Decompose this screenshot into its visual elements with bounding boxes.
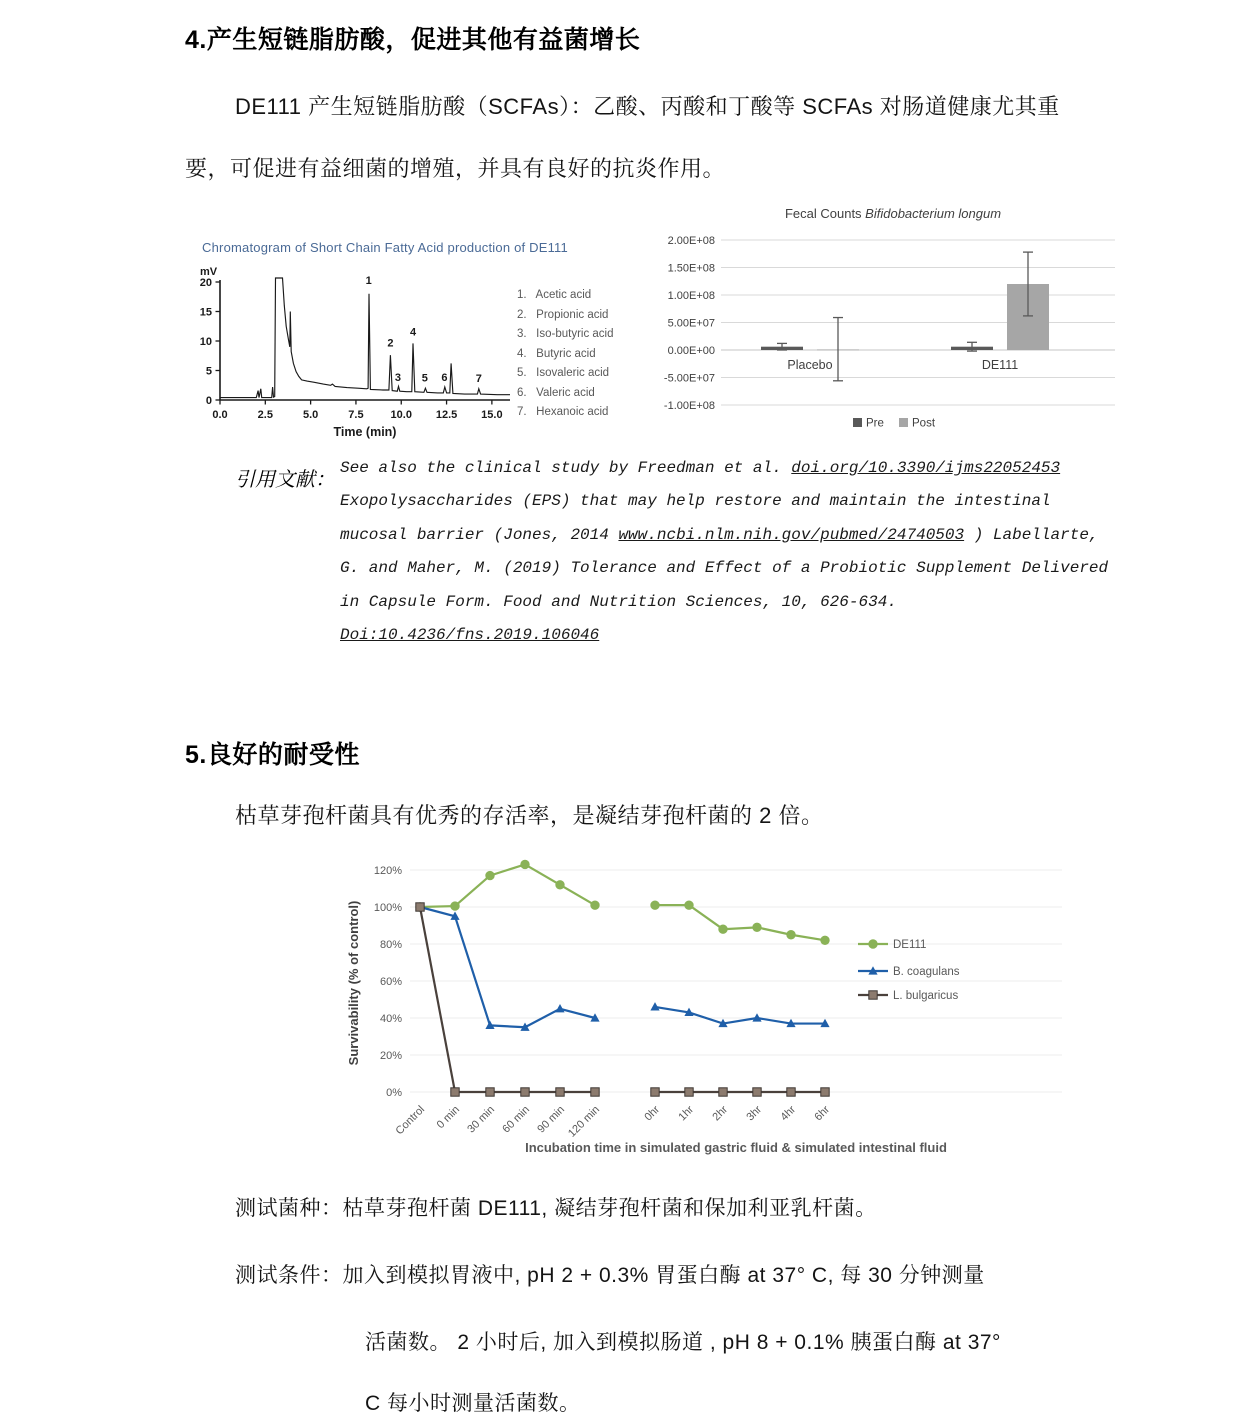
svg-text:40%: 40%	[379, 1013, 402, 1025]
citation-line	[340, 626, 1140, 659]
svg-text:100%: 100%	[373, 902, 402, 914]
section4-heading: 4.产生短链脂肪酸，促进其他有益菌增长	[185, 26, 641, 54]
svg-text:2.00E+08: 2.00E+08	[667, 235, 715, 247]
svg-text:90 min: 90 min	[535, 1103, 568, 1136]
svg-text:1.50E+08: 1.50E+08	[667, 262, 715, 275]
test-conditions-note-line3: C 每小时测量活菌数。	[365, 1392, 581, 1415]
svg-text:2: 2	[387, 337, 394, 350]
citation-segment: mucosal barrier (Jones, 2014	[340, 525, 619, 544]
svg-text:20: 20	[199, 277, 212, 289]
citation-segment: ) Labellarte,	[964, 525, 1099, 544]
scfa-legend-item: 7. Hexanoic acid	[517, 406, 609, 418]
citation-line	[340, 492, 1140, 525]
scfa-legend-item: 6. Valeric acid	[517, 386, 595, 399]
chromatogram-title: Chromatogram of Short Chain Fatty Acid production of DE111	[202, 240, 568, 255]
svg-text:Post: Post	[912, 417, 936, 430]
svg-text:6hr: 6hr	[812, 1103, 833, 1124]
citation-link[interactable]: doi.org/10.3390/ijms22052453	[791, 459, 1061, 477]
scfa-legend-item: 5. Isovaleric acid	[517, 367, 610, 379]
svg-text:1: 1	[365, 275, 372, 288]
citation-text	[340, 459, 1140, 659]
svg-text:6: 6	[441, 371, 448, 384]
fecal-counts-plot	[653, 222, 1120, 446]
svg-text:120 min: 120 min	[565, 1103, 603, 1140]
svg-text:3hr: 3hr	[744, 1103, 765, 1124]
svg-text:Placebo: Placebo	[787, 358, 833, 372]
svg-text:1.00E+08: 1.00E+08	[667, 290, 715, 302]
chromatogram-chart	[195, 240, 640, 445]
citation-segment: Exopolysaccharides (EPS) that may help restore and maintain the intestinal	[340, 492, 1051, 511]
svg-text:15.0: 15.0	[481, 409, 503, 421]
svg-text:Survivability (% of control): Survivability (% of control)	[346, 900, 361, 1066]
section4-paragraph-line2: 要，可促进有益细菌的增殖，并具有良好的抗炎作用。	[185, 156, 726, 181]
citation-segment: See also the clinical study by Freedman et al.	[340, 459, 792, 477]
fecal-counts-title-species: Bifidobacterium longum	[865, 206, 1002, 221]
section5-heading: 5.良好的耐受性	[185, 741, 360, 769]
svg-text:30 min: 30 min	[465, 1103, 498, 1136]
svg-text:Control: Control	[393, 1103, 428, 1138]
svg-text:B. coagulans: B. coagulans	[893, 966, 960, 978]
section5-paragraph: 枯草芽孢杆菌具有优秀的存活率，是凝结芽孢杆菌的 2 倍。	[235, 803, 824, 828]
svg-text:1hr: 1hr	[676, 1103, 697, 1124]
citation-label: 引用文献：	[235, 469, 335, 491]
test-conditions-note-line1: 测试条件：加入到模拟胃液中, pH 2 + 0.3% 胃蛋白酶 at 37° C, 每 30 分钟测量	[235, 1264, 985, 1287]
fecal-counts-chart	[653, 206, 1120, 446]
svg-text:0 min: 0 min	[434, 1103, 463, 1132]
citation-link[interactable]: Doi:10.4236/fns.2019.106046	[340, 625, 600, 644]
svg-text:4: 4	[409, 326, 417, 339]
test-species-note: 测试菌种：枯草芽孢杆菌 DE111, 凝结芽孢杆菌和保加利亚乳杆菌。	[235, 1197, 877, 1220]
svg-text:0%: 0%	[386, 1087, 402, 1099]
svg-text:60 min: 60 min	[500, 1103, 533, 1136]
svg-text:60%: 60%	[379, 976, 402, 988]
svg-text:5.00E+07: 5.00E+07	[667, 317, 715, 330]
svg-text:80%: 80%	[379, 939, 402, 951]
svg-text:20%: 20%	[379, 1050, 402, 1062]
svg-text:DE111: DE111	[893, 939, 927, 951]
citation-line	[340, 459, 1140, 492]
svg-text:mV: mV	[200, 266, 218, 278]
scfa-legend-item: 4. Butyric acid	[517, 347, 596, 360]
test-conditions-note-line2: 活菌数。 2 小时后, 加入到模拟肠道 , pH 8 + 0.1% 胰蛋白酶 at 37°	[365, 1331, 1001, 1354]
scfa-legend-item: 3. Iso-butyric acid	[517, 328, 614, 340]
citation-segment: G. and Maher, M. (2019) Tolerance and Effect of a Probiotic Supplement Delivered	[340, 559, 1109, 578]
svg-text:5: 5	[205, 365, 212, 378]
svg-text:0hr: 0hr	[642, 1103, 663, 1124]
svg-text:5.0: 5.0	[302, 409, 319, 421]
svg-text:2.5: 2.5	[257, 409, 273, 421]
svg-text:7: 7	[475, 373, 482, 386]
scfa-legend-item: 1. Acetic acid	[517, 289, 592, 301]
svg-text:Time (min): Time (min)	[333, 425, 397, 439]
svg-text:Incubation time in simulated g: Incubation time in simulated gastric fluid & simulated intestinal fluid	[525, 1140, 947, 1155]
citation-line	[340, 593, 1140, 626]
citation-line	[340, 559, 1140, 592]
survivability-chart	[340, 843, 1080, 1178]
svg-text:12.5: 12.5	[435, 409, 458, 421]
svg-text:0: 0	[205, 395, 212, 407]
svg-text:L. bulgaricus: L. bulgaricus	[893, 990, 959, 1002]
svg-text:DE111: DE111	[981, 358, 1019, 372]
citation-link[interactable]: www.ncbi.nlm.nih.gov/pubmed/24740503	[618, 525, 965, 544]
svg-text:4hr: 4hr	[778, 1103, 799, 1124]
citation-segment: in Capsule Form. Food and Nutrition Sciences, 10, 626-634.	[340, 592, 897, 611]
svg-text:0.0: 0.0	[212, 409, 228, 421]
svg-text:7.5: 7.5	[348, 409, 364, 421]
svg-text:-1.00E+08: -1.00E+08	[663, 400, 715, 412]
scfa-legend-item: 2. Propionic acid	[517, 308, 609, 321]
fecal-counts-title-regular: Fecal Counts	[784, 206, 866, 221]
svg-text:15: 15	[199, 306, 212, 319]
svg-text:3: 3	[394, 371, 402, 384]
svg-text:0.00E+00: 0.00E+00	[667, 345, 715, 357]
section4-paragraph-line1: DE111 产生短链脂肪酸（SCFAs）：乙酸、丙酸和丁酸等 SCFAs 对肠道健康尤其重	[235, 94, 1060, 119]
svg-text:10.0: 10.0	[390, 409, 412, 421]
fecal-counts-title	[708, 206, 1078, 221]
svg-text:120%: 120%	[373, 865, 402, 877]
svg-text:10: 10	[199, 336, 212, 348]
svg-text:2hr: 2hr	[710, 1103, 731, 1124]
svg-text:Pre: Pre	[866, 417, 884, 430]
chromatogram-plot	[195, 262, 515, 442]
svg-text:-5.00E+07: -5.00E+07	[663, 372, 715, 385]
citation-line	[340, 526, 1140, 559]
svg-text:5: 5	[421, 372, 428, 385]
chromatogram-legend	[517, 286, 614, 423]
survivability-plot	[340, 843, 1080, 1178]
